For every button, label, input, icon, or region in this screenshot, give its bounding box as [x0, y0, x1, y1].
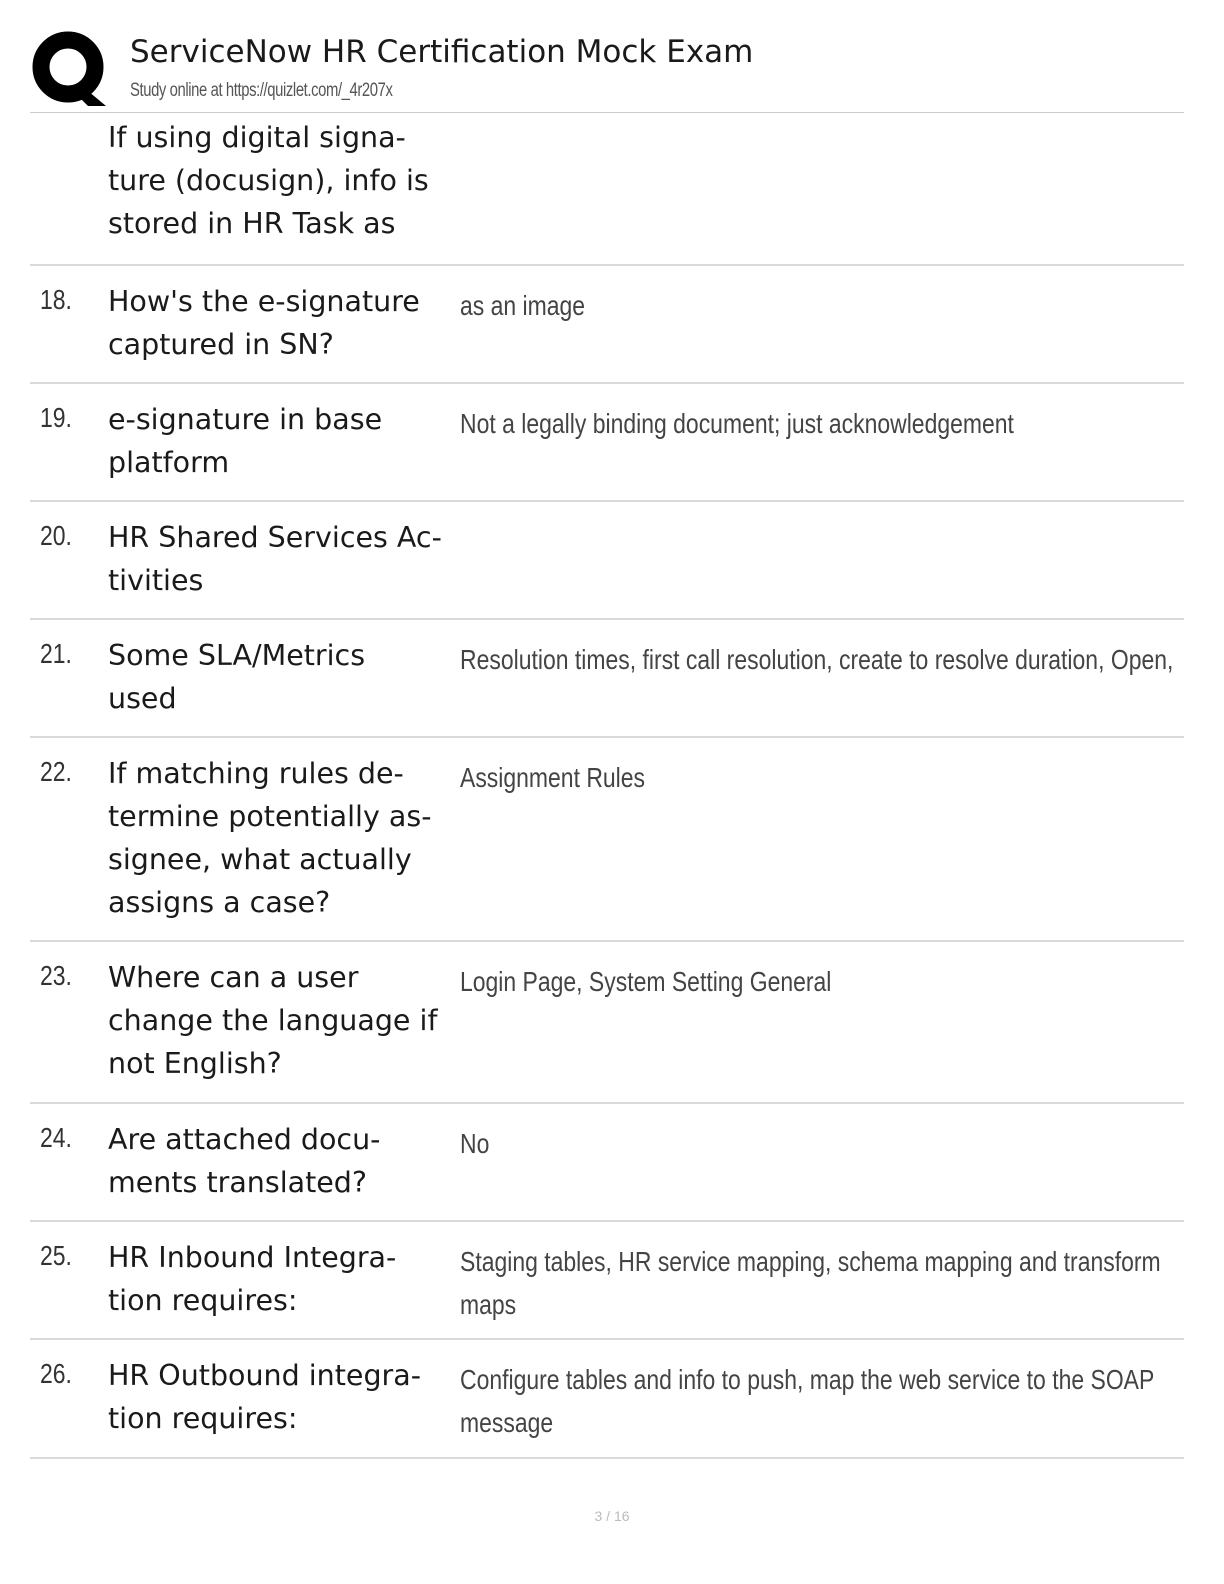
term-line: HR Shared Services Ac- — [108, 521, 442, 554]
definition-line: Staging tables, HR service mapping, schema mapping and transform — [460, 1246, 1161, 1277]
term-line: ments translated? — [108, 1166, 368, 1199]
card-term — [108, 1236, 458, 1322]
card-definition — [460, 1358, 1155, 1444]
term-line: HR Outbound integra- — [108, 1359, 422, 1392]
card-number: 18. — [40, 284, 72, 315]
quizlet-logo-icon — [30, 30, 110, 110]
definition-line: No — [460, 1128, 490, 1159]
card-number: 26. — [40, 1358, 72, 1389]
term-line: e-signature in base — [108, 403, 383, 436]
card-term — [108, 752, 458, 924]
term-line: not English? — [108, 1047, 282, 1080]
card-term — [108, 116, 458, 245]
card-number: 19. — [40, 402, 72, 433]
term-line: If matching rules de- — [108, 757, 404, 790]
term-line: tion requires: — [108, 1402, 298, 1435]
term-line: platform — [108, 446, 230, 479]
card-term — [108, 398, 458, 484]
definition-line: Not a legally binding document; just acknowledgement — [460, 408, 1014, 439]
card-definition — [460, 402, 1132, 445]
flashcard-row — [30, 620, 1184, 738]
card-term — [108, 280, 458, 366]
card-number: 23. — [40, 960, 72, 991]
card-number: 25. — [40, 1240, 72, 1271]
definition-line: Resolution times, first call resolution, create to resolve duration, Open, — [460, 644, 1174, 675]
term-line: tion requires: — [108, 1284, 298, 1317]
flashcard-row — [30, 266, 1184, 384]
definition-line: Assignment Rules — [460, 762, 646, 793]
term-line: tivities — [108, 564, 204, 597]
term-line: assigns a case? — [108, 886, 331, 919]
flashcard-row — [30, 1222, 1184, 1340]
study-link[interactable]: Study online at https://quizlet.com/_4r207x — [130, 80, 393, 101]
card-definition — [460, 1122, 1132, 1165]
term-line: stored in HR Task as — [108, 207, 396, 240]
definition-line: maps — [460, 1289, 517, 1320]
card-term — [108, 956, 458, 1085]
term-line: ture (docusign), info is — [108, 164, 429, 197]
term-line: Are attached docu- — [108, 1123, 381, 1156]
flashcard-list — [30, 113, 1184, 1459]
term-line: How's the e-signature — [108, 285, 420, 318]
term-line: Some SLA/Metrics — [108, 639, 366, 672]
term-line: captured in SN? — [108, 328, 334, 361]
term-line: signee, what actually — [108, 843, 412, 876]
term-line: HR Inbound Integra- — [108, 1241, 397, 1274]
card-number: 24. — [40, 1122, 72, 1153]
card-number: 20. — [40, 520, 72, 551]
flashcard-row — [30, 1104, 1184, 1222]
definition-line: message — [460, 1407, 554, 1438]
flashcard-row — [30, 113, 1184, 266]
flashcard-row — [30, 942, 1184, 1104]
term-line: If using digital signa- — [108, 121, 406, 154]
definition-line: Login Page, System Setting General — [460, 966, 832, 997]
card-term — [108, 1354, 458, 1440]
flashcard-row — [30, 1340, 1184, 1459]
card-definition — [460, 1240, 1161, 1326]
card-term — [108, 516, 458, 602]
definition-line: as an image — [460, 290, 586, 321]
card-definition — [460, 960, 1132, 1003]
term-line: used — [108, 682, 177, 715]
card-number: 22. — [40, 756, 72, 787]
flashcard-row — [30, 384, 1184, 502]
card-number: 21. — [40, 638, 72, 669]
term-line: Where can a user — [108, 961, 359, 994]
page-number: 3 / 16 — [594, 1508, 630, 1524]
term-line: termine potentially as- — [108, 800, 432, 833]
flashcard-row — [30, 738, 1184, 942]
card-definition — [460, 284, 1132, 327]
card-definition — [460, 756, 1132, 799]
card-definition — [460, 638, 1174, 681]
card-term — [108, 634, 458, 720]
flashcard-row — [30, 502, 1184, 620]
term-line: change the language if — [108, 1004, 438, 1037]
page-header — [30, 28, 1190, 112]
definition-line: Configure tables and info to push, map the web service to the SOAP — [460, 1364, 1155, 1395]
page-title: ServiceNow HR Certification Mock Exam — [130, 34, 754, 70]
card-term — [108, 1118, 458, 1204]
